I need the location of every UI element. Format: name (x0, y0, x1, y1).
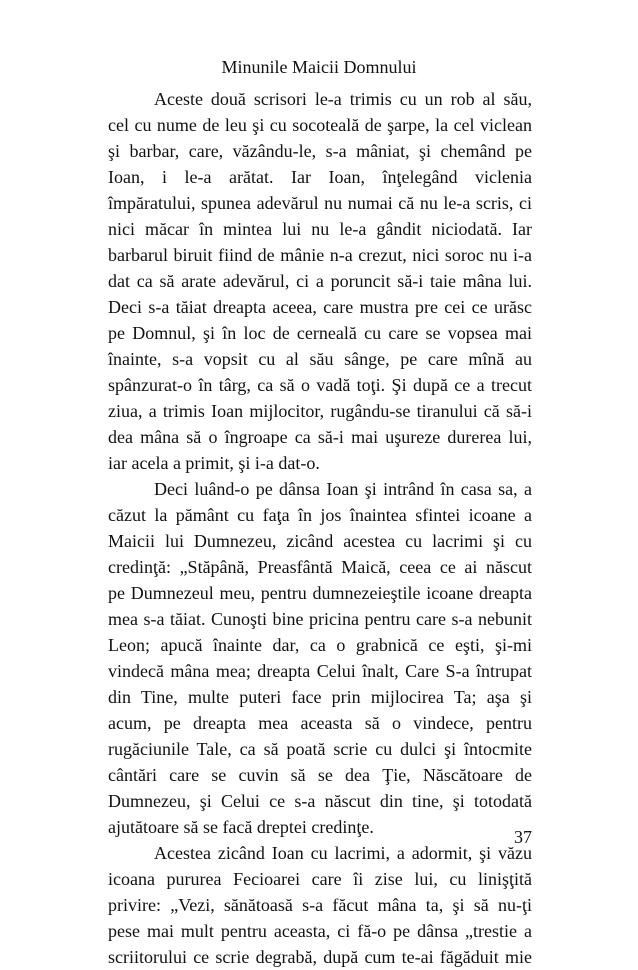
text-line: din Tine, multe puteri face prin mijlocirea Ta; aşa şi (108, 687, 532, 707)
text-line: dat ca să arate adevărul, ci a poruncit să-i taie mâna lui. (108, 271, 532, 291)
page-number: 37 (514, 827, 532, 847)
text-line: împăratului, spunea adevărul nu numai că nu le-a scris, ci (108, 193, 532, 213)
text-line: Acestea zicând Ioan cu lacrimi, a adormit, şi văzu (154, 843, 532, 863)
text-line: pe Dumnezeul meu, pentru dumnezeieştile icoane dreapta (108, 583, 532, 603)
text-line: Maicii lui Dumnezeu, zicând acestea cu lacrimi şi cu (108, 531, 532, 551)
text-line: scriitorului ce scrie degrabă, după cum te-ai făgăduit mie (108, 947, 532, 967)
text-line: ziua, a trimis Ioan mijlocitor, rugându-se tiranului că să-i (108, 401, 532, 421)
text-line: credinţă: „Stăpână, Preasfântă Maică, ceea ce ai născut (108, 557, 532, 577)
text-line: cântări care se cuvin să se dea Ţie, Născătoare de (108, 765, 532, 785)
text-line: privire: „Vezi, sănătoasă s-a făcut mâna ta, şi să nu-ţi (108, 895, 532, 915)
text-line: acum, pe dreapta mea aceasta să o vindece, pentru (108, 713, 532, 733)
text-line: ajutătoare să se facă dreptei credinţe. (108, 817, 374, 837)
text-line: Deci luând-o pe dânsa Ioan şi intrând în casa sa, a (154, 479, 532, 499)
text-line: Ioan, i le-a arătat. Iar Ioan, înţelegând viclenia (108, 167, 532, 187)
text-line: barbarul biruit fiind de mânie n-a crezut, nici soroc nu i-a (108, 245, 532, 265)
text-line: pese mai mult pentru aceasta, ci fă-o pe dânsa „trestie a (108, 921, 532, 941)
text-line: Leon; apucă înainte dar, ca o grabnică ce eşti, şi-mi (108, 635, 532, 655)
text-line: icoana pururea Fecioarei care îi zise lui, cu linişţită (108, 869, 532, 889)
text-line: Aceste două scrisori le-a trimis cu un rob al său, (154, 89, 532, 109)
running-header: Minunile Maicii Domnului (221, 57, 417, 77)
text-line: pe Domnul, şi în loc de cerneală cu care se vopsea mai (108, 323, 532, 343)
text-line: căzut la pământ cu faţa în jos înaintea sfintei icoane a (108, 505, 532, 525)
text-line: spânzurat-o în târg, ca să o vadă toţi. Şi după ce a trecut (108, 375, 532, 395)
text-line: mea s-a tăiat. Cunoşti bine pricina pentru care s-a nebunit (108, 609, 532, 629)
text-line: iar acela a primit, şi i-a dat-o. (108, 453, 320, 473)
text-line: dea mâna să o îngroape ca să-i mai uşureze durerea lui, (108, 427, 532, 447)
text-line: vindecă mâna mea; dreapta Celui înalt, Care S-a întrupat (108, 661, 532, 681)
text-line: şi barbar, care, văzându-le, s-a mâniat, şi chemând pe (108, 141, 532, 161)
text-line: înainte, s-a vopsit cu al său sânge, pe care mînă au (108, 349, 532, 369)
text-line: nici măcar în mintea lui nu le-a gândit niciodată. Iar (108, 219, 532, 239)
text-line: Dumnezeu, şi Celui ce s-a născut din tine, şi totodată (108, 791, 532, 811)
text-line: rugăciunile Tale, ca să poată scrie cu dulci şi întocmite (108, 739, 532, 759)
body-text (108, 86, 532, 970)
text-line: Deci s-a tăiat dreapta aceea, care mustra pre cei ce urăsc (108, 297, 532, 317)
text-line: cel cu nume de leu şi cu socoteală de şarpe, la cel viclean (108, 115, 532, 135)
